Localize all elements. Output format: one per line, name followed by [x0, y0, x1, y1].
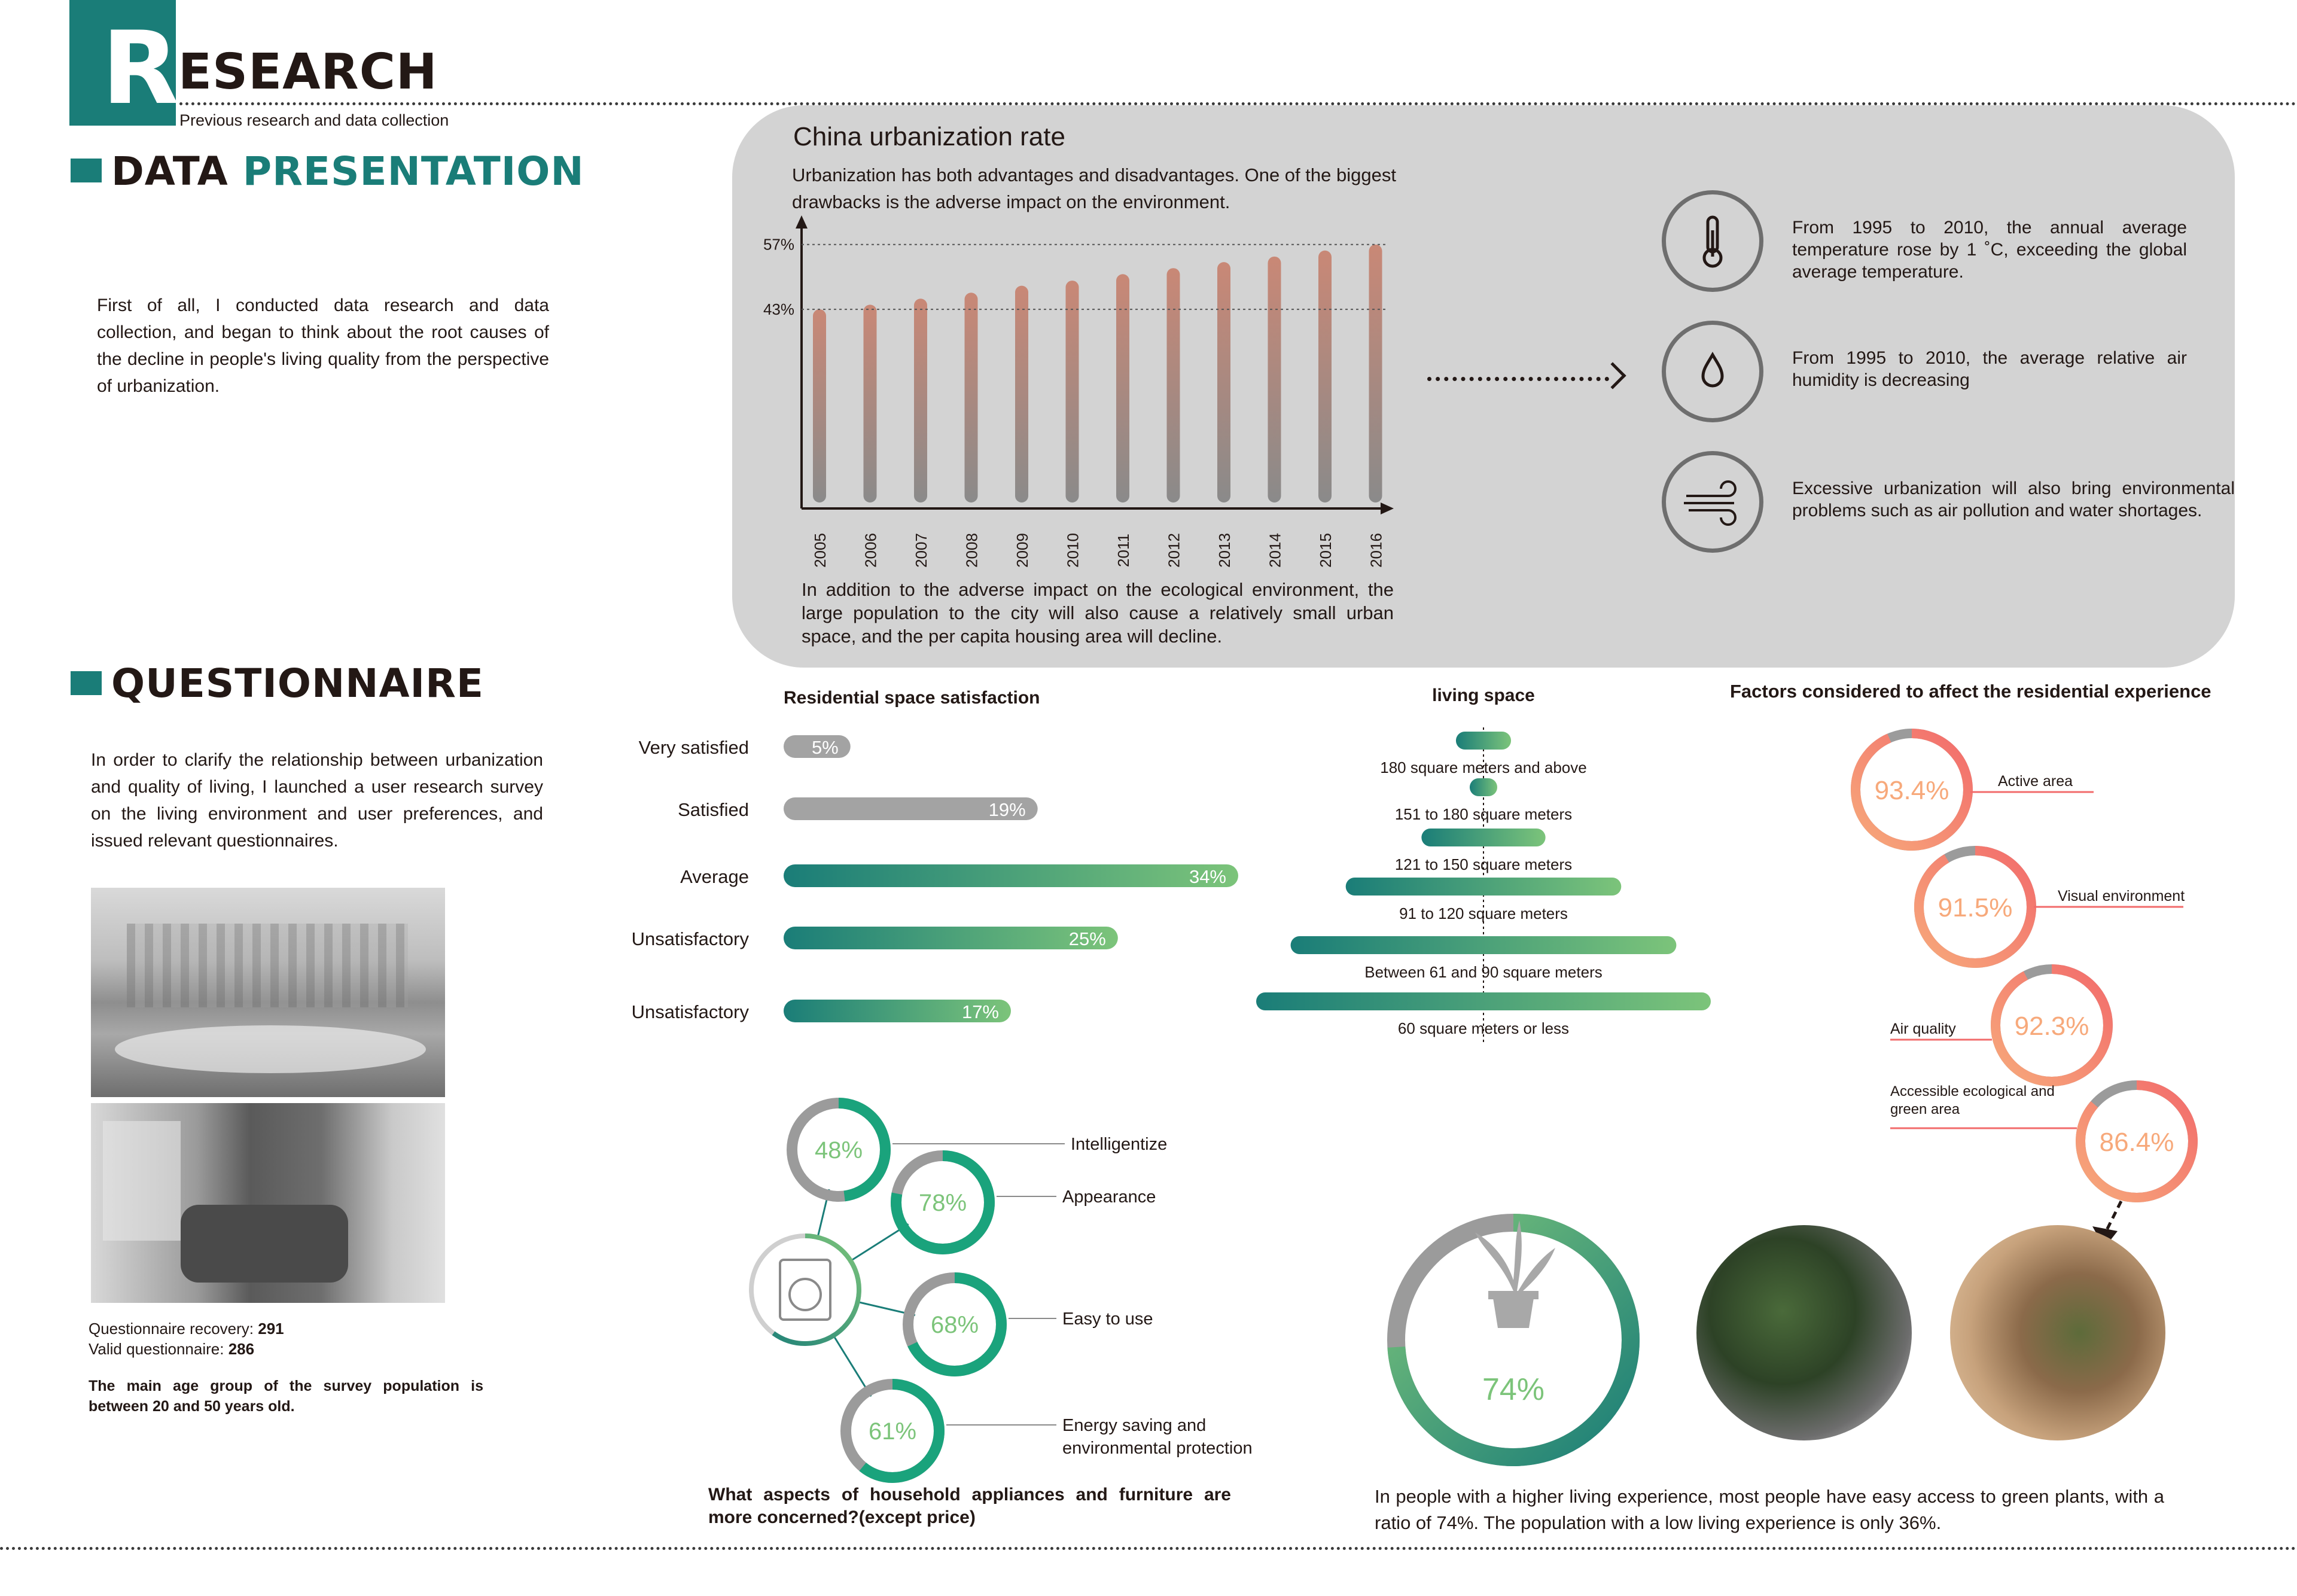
- year-label: 2015: [1317, 533, 1335, 568]
- living-space-bar: [1256, 992, 1711, 1010]
- urbanization-bar: [914, 299, 927, 502]
- stat-valid-label: Valid questionnaire:: [89, 1340, 224, 1358]
- factor-label: Air quality: [1890, 1021, 1956, 1037]
- satisfaction-category: Very satisfied: [638, 737, 749, 758]
- wind-icon: [1662, 451, 1763, 553]
- urbanization-bar: [1268, 257, 1281, 502]
- thermometer-icon: [1662, 190, 1763, 292]
- satisfaction-value: 25%: [1068, 928, 1106, 949]
- satisfaction-value: 5%: [811, 737, 839, 758]
- year-label: 2011: [1114, 534, 1132, 567]
- satisfaction-category: Average: [680, 866, 749, 887]
- year-label: 2007: [912, 533, 930, 568]
- urbanization-bar: [1318, 251, 1332, 502]
- year-label: 2013: [1215, 533, 1233, 568]
- factor-arrow-line: [2106, 1201, 2121, 1232]
- appliance-label: Energy saving and: [1062, 1416, 1207, 1435]
- urbanization-bar: [1217, 262, 1230, 502]
- satisfaction-category: Unsatisfactory: [631, 928, 749, 949]
- year-label: 2010: [1064, 533, 1082, 568]
- section-marker: [71, 159, 102, 182]
- living-space-label: Between 61 and 90 square meters: [1364, 963, 1603, 981]
- green-plants-text: In people with a higher living experience, most people have easy access to green plants, with a ratio of 74%. The population with a low living experience is only 36%.: [1375, 1486, 2164, 1533]
- urbanization-bar: [1369, 245, 1382, 502]
- year-label: 2005: [811, 533, 829, 568]
- factors-title: Factors considered to affect the residential experience: [1730, 681, 2211, 702]
- living-space-chart: [1244, 676, 1735, 1047]
- year-label: 2008: [962, 533, 981, 568]
- tick-label-43: 43%: [763, 300, 794, 319]
- satisfaction-bar: [784, 864, 1238, 887]
- factor-percent: 93.4%: [1874, 776, 1949, 805]
- living-space-label: 121 to 150 square meters: [1394, 855, 1573, 873]
- appliance-hub-center: [754, 1238, 857, 1341]
- factor-label: Active area: [1998, 773, 2073, 790]
- satisfaction-chart: [598, 676, 1256, 1035]
- factor-percent: 92.3%: [2014, 1012, 2089, 1041]
- age-note: The main age group of the survey population is between 20 and 50 years old.: [89, 1378, 483, 1415]
- factor-percent: 86.4%: [2099, 1128, 2174, 1157]
- year-label: 2012: [1165, 533, 1183, 568]
- green-plant-percent: 74%: [1482, 1372, 1545, 1407]
- appliances-question: What aspects of household appliances and furniture are more concerned?(except price): [708, 1485, 1231, 1527]
- factor-label: Accessible ecological and: [1890, 1083, 2055, 1099]
- satisfaction-bar: [784, 927, 1118, 949]
- satisfaction-category: Unsatisfactory: [631, 1001, 749, 1022]
- satisfaction-title: Residential space satisfaction: [784, 688, 1040, 708]
- living-space-label: 151 to 180 square meters: [1394, 805, 1573, 823]
- living-space-bar: [1470, 778, 1497, 796]
- appliance-label: environmental protection: [1062, 1439, 1253, 1458]
- year-label: 2009: [1013, 533, 1031, 568]
- living-space-bar: [1346, 878, 1622, 896]
- urbanization-bar-chart: [763, 215, 1418, 574]
- intro-paragraph: First of all, I conducted data research and data collection, and began to think about the root causes of the decline in people's living quality from the perspective of urbanization.: [97, 296, 549, 396]
- living-space-bar: [1456, 732, 1511, 750]
- green-plants-chart: [1358, 1208, 1669, 1472]
- satisfaction-value: 19%: [988, 799, 1026, 820]
- appliance-percent: 68%: [930, 1312, 979, 1338]
- satisfaction-value: 34%: [1189, 866, 1226, 887]
- y-axis-arrow: [796, 215, 808, 229]
- fact-humidity: From 1995 to 2010, the average relative air humidity is decreasing: [1792, 348, 2187, 390]
- urbanization-bar: [1167, 268, 1180, 502]
- appliance-label: Appearance: [1062, 1187, 1156, 1207]
- stat-recovery: [89, 1320, 284, 1338]
- dotted-arrow-line: [1427, 377, 1609, 381]
- appliance-label: Easy to use: [1062, 1309, 1153, 1329]
- water-drop-icon: [1662, 321, 1763, 422]
- plant-pot-rim: [1488, 1291, 1539, 1299]
- section-title-data-presentation: [111, 148, 584, 194]
- section-marker: [71, 671, 102, 695]
- urbanization-footer: In addition to the adverse impact on the ecological environment, the large population to the city will also cause a relatively small urban space, and the per capita housing area will decline.: [802, 579, 1394, 647]
- page-title: ESEARCH: [178, 44, 438, 100]
- appliance-label: Intelligentize: [1071, 1135, 1168, 1154]
- factors-chart: [1735, 706, 2297, 1280]
- palm-plant-photo: [1696, 1225, 1912, 1440]
- living-space-label: 91 to 120 square meters: [1399, 904, 1568, 922]
- bedroom-photo: [91, 1103, 445, 1303]
- section-title-part1: DATA: [111, 148, 229, 194]
- satisfaction-category: Satisfied: [678, 799, 749, 820]
- urbanization-title: China urbanization rate: [793, 122, 1065, 151]
- stat-valid-value: 286: [228, 1340, 255, 1358]
- x-axis-arrow: [1381, 502, 1394, 514]
- stat-recovery-value: 291: [258, 1320, 284, 1338]
- appliance-percent: 61%: [868, 1418, 917, 1445]
- questionnaire-paragraph: In order to clarify the relationship between urbanization and quality of living, I launched a user research survey on the living environment and user preferences, and issued relevant questionnaires.: [91, 750, 543, 851]
- appliance-percent: 48%: [814, 1137, 863, 1164]
- year-label: 2006: [861, 533, 880, 568]
- factor-label: Visual environment: [2058, 888, 2185, 904]
- urbanization-bar: [864, 304, 877, 502]
- factor-percent: 91.5%: [1937, 893, 2013, 922]
- appliances-chart: [718, 1077, 1292, 1496]
- fact-temperature: From 1995 to 2010, the annual average temperature rose by 1 ˚C, exceeding the global average temperature.: [1792, 218, 2187, 282]
- stat-valid: [89, 1340, 254, 1359]
- living-space-title: living space: [1432, 686, 1535, 705]
- fact-pollution: Excessive urbanization will also bring environmental problems such as air pollution and water shortages.: [1792, 479, 2235, 520]
- urbanization-description: Urbanization has both advantages and disadvantages. One of the biggest drawbacks is the adverse impact on the environment.: [792, 165, 1396, 212]
- footer-divider: [0, 1547, 2297, 1550]
- living-space-label: 180 square meters and above: [1380, 759, 1587, 776]
- living-space-label: 60 square meters or less: [1397, 1019, 1570, 1037]
- living-space-bar: [1421, 829, 1545, 846]
- urbanization-bar: [813, 309, 826, 502]
- factor-label: green area: [1890, 1101, 1960, 1117]
- section-title-questionnaire: QUESTIONNAIRE: [111, 660, 485, 706]
- urbanization-bar: [1015, 286, 1028, 502]
- section-title-part2: PRESENTATION: [242, 148, 584, 194]
- year-label: 2016: [1367, 533, 1385, 568]
- tick-label-57: 57%: [763, 235, 794, 254]
- appliance-percent: 78%: [918, 1190, 967, 1216]
- living-space-bar: [1291, 936, 1677, 954]
- plant-leaf-icon: [1518, 1248, 1555, 1291]
- urbanization-bar: [1116, 274, 1129, 502]
- stat-recovery-label: Questionnaire recovery:: [89, 1320, 254, 1338]
- urbanization-bar: [965, 293, 978, 502]
- year-label: 2014: [1266, 533, 1284, 568]
- plant-pot-icon: [1493, 1298, 1534, 1328]
- cactus-photo: [1950, 1225, 2165, 1440]
- urbanization-bar: [1066, 281, 1079, 502]
- smog-city-photo: [91, 888, 445, 1097]
- satisfaction-value: 17%: [961, 1001, 999, 1022]
- logo-letter: R: [102, 10, 179, 127]
- page-subtitle: Previous research and data collection: [179, 111, 449, 129]
